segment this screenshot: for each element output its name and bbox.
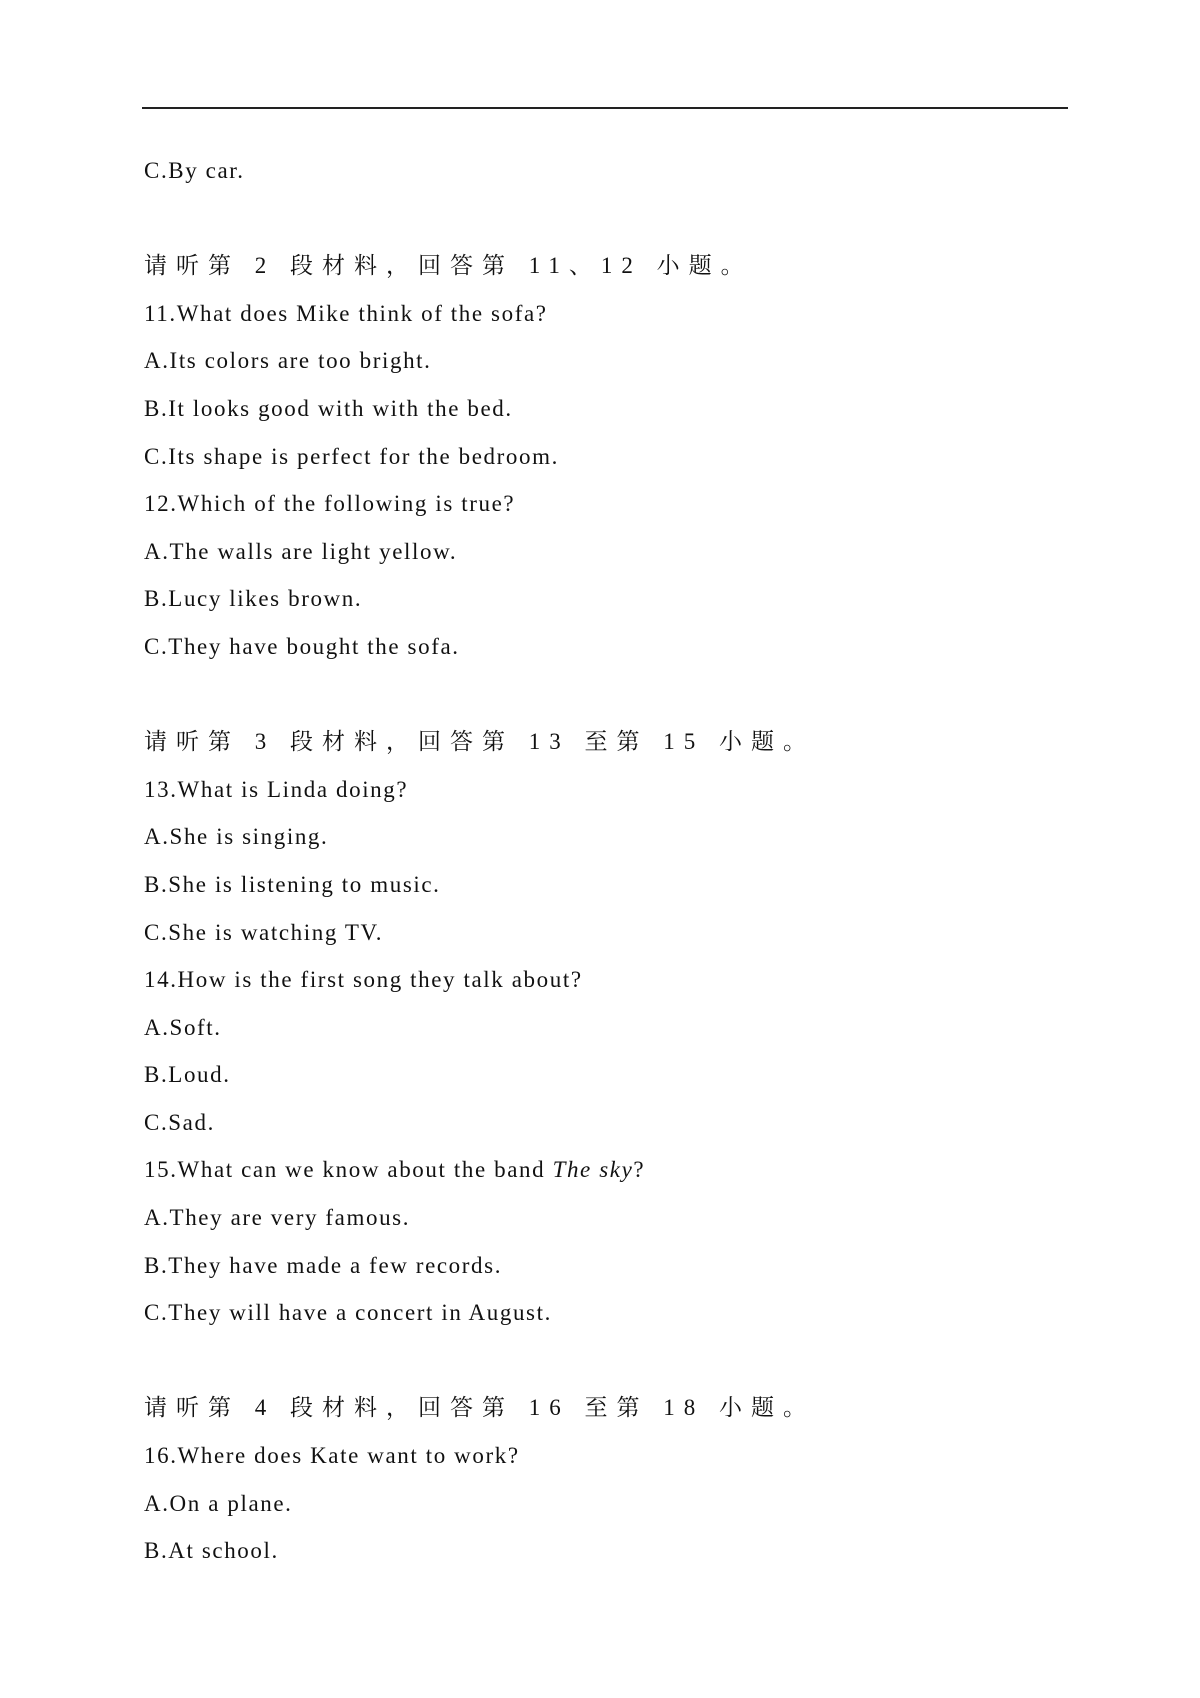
option-b: B.Lucy likes brown. [144, 586, 363, 612]
option-c: C.They have bought the sofa. [144, 633, 460, 659]
option-c: C.Sad. [144, 1109, 215, 1135]
option-c: C.They will have a concert in August. [144, 1300, 552, 1326]
option-a: A.The walls are light yellow. [144, 538, 458, 564]
question-stem: 13.What is Linda doing? [144, 776, 409, 802]
question-stem: 16.Where does Kate want to work? [144, 1443, 520, 1469]
question-stem [144, 1146, 1084, 1194]
section-heading: 请听第 3 段材料，回答第 13 至第 15 小题。 [144, 729, 815, 755]
stem-prefix: 15.What can we know about the band [144, 1157, 553, 1183]
section-heading: 请听第 4 段材料，回答第 16 至第 18 小题。 [144, 1395, 815, 1421]
option-c: C.She is watching TV. [144, 919, 384, 945]
question-stem: 14.How is the first song they talk about? [144, 967, 583, 993]
option-b: B.It looks good with with the bed. [144, 395, 513, 421]
option-a: A.Its colors are too bright. [144, 348, 432, 374]
option-a: A.She is singing. [144, 824, 329, 850]
option-a: A.They are very famous. [144, 1205, 411, 1231]
option-a: A.Soft. [144, 1014, 222, 1040]
option-c: C.Its shape is perfect for the bedroom. [144, 443, 559, 469]
band-name: The sky [552, 1157, 634, 1183]
stem-suffix: ? [633, 1157, 646, 1183]
header-rule [142, 107, 1068, 109]
question-stem: 12.Which of the following is true? [144, 491, 516, 517]
option-a: A.On a plane. [144, 1490, 293, 1516]
option-b: B.They have made a few records. [144, 1252, 503, 1278]
option-b: B.She is listening to music. [144, 871, 441, 897]
option-c: C.By car. [144, 158, 245, 183]
option-b: B.Loud. [144, 1062, 231, 1088]
question-stem: 11.What does Mike think of the sofa? [144, 300, 548, 326]
option-b: B.At school. [144, 1538, 279, 1564]
exam-content [144, 147, 1084, 1575]
section-heading: 请听第 2 段材料，回答第 11、12 小题。 [144, 253, 753, 279]
